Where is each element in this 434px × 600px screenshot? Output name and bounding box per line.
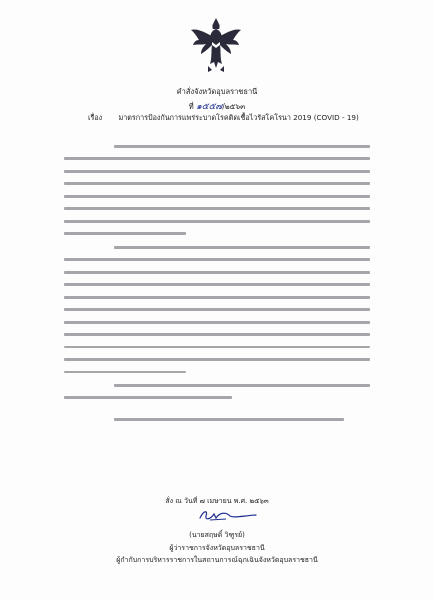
issuer-title: คำสั่งจังหวัดอุบลราชธานี (176, 87, 258, 96)
subject-line (88, 113, 388, 124)
garuda-emblem-icon (188, 14, 244, 74)
order-number-line (0, 99, 434, 113)
body-paragraph (64, 418, 370, 430)
signatory-name: (นายสฤษดิ์ วิฑูรย์) (189, 531, 245, 539)
subject-text: มาตรการป้องกันการแพร่ระบาดโรคติดเชื้อไวรัสโคโรนา 2019 (COVID - 19) (118, 113, 359, 122)
signatory-role: ผู้กำกับการบริหารราชการในสถานการณ์ฉุกเฉินจังหวัดอุบลราชธานี (116, 556, 318, 564)
body-paragraph (64, 384, 370, 409)
order-label: ที่ (188, 102, 194, 111)
order-number: ๑๕๕๗ (196, 102, 223, 112)
subject-label: เรื่อง (88, 113, 103, 122)
body-paragraph (64, 246, 370, 383)
signed-date: สั่ง ณ วันที่ ๗ เมษายน พ.ศ. ๒๕๖๓ (165, 497, 269, 505)
order-year: /๒๕๖๓ (222, 102, 246, 111)
signatory-title: ผู้ว่าราชการจังหวัดอุบลราชธานี (169, 544, 265, 552)
signature-icon (196, 506, 262, 524)
body-paragraph (64, 145, 370, 245)
